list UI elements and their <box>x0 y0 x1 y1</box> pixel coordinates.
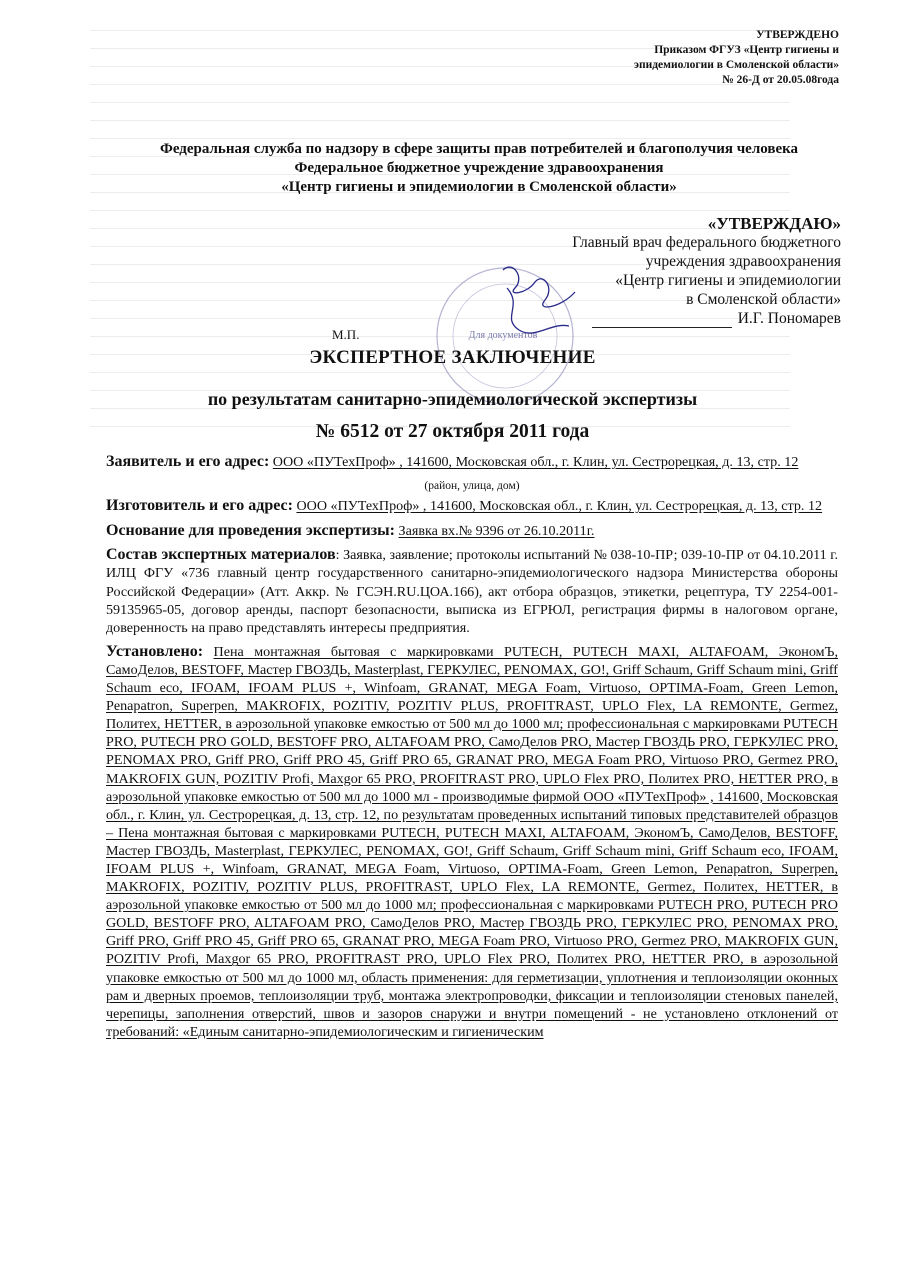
document-number: № 6512 от 27 октября 2011 года <box>315 421 590 442</box>
approved-line-2: эпидемиологии в Смоленской области» <box>634 59 839 71</box>
established-value: Пена монтажная бытовая с маркировками PUTECH, PUTECH MAXI, ALTAFOAM, ЭкономЪ, СамоДелов, BESTOFF, Мастер ГВОЗДЬ, Masterplast, ГЕРКУЛЕС, PENOMAX, GO!, Griff Schaum, Griff Schaum mini, Griff Schaum eco, IFOAM, IFOAM PLUS +, Winfoam, GRANAT, MEGA Foam, Virtuoso, OPTIMA-Foam, Green Lemon, Penapatron, Superpen, MAKROFIX, POZITIV, POZITIV PLUS, PROFITRAST, UPLO Flex, LA REMONTE, Germez, Политех, HETTER, в аэрозольной упаковке емкостью от 500 мл до 1000 мл; профессиональная с маркировками PUTECH PRO, PUTECH PRO GOLD, BESTOFF PRO, ALTAFOAM PRO, СамоДелов PRO, Мастер ГВОЗДЬ PRO, ГЕРКУЛЕС PRO, PENOMAX PRO, Griff PRO, Griff PRO 45, Griff PRO 65, GRANAT PRO, MEGA Foam PRO, Virtuoso PRO, Germez PRO, MAKROFIX GUN, POZITIV Profi, Maxgor 65 PRO, PROFITRAST PRO, UPLO Flex PRO, Политех PRO, HETTER PRO, в аэрозольной упаковке емкостью от 500 мл до 1000 мл - производимые фирмой ООО «ПУТехПроф» , 141600, Московская обл., г. Клин, ул. Сестрорецкая, д. 13, стр. 12, по результатам проведенных испытаний типовых представителей образцов – Пена монтажная бытовая с маркировками PUTECH, PUTECH MAXI, ALTAFOAM, ЭкономЪ, СамоДелов, BESTOFF, Мастер ГВОЗДЬ, Masterplast, ГЕРКУЛЕС, PENOMAX, GO!, Griff Schaum, Griff Schaum mini, Griff Schaum eco, IFOAM, IFOAM PLUS +, Winfoam, GRANAT, MEGA Foam, Virtuoso, OPTIMA-Foam, Green Lemon, Penapatron, Superpen, MAKROFIX, POZITIV, POZITIV PLUS, PROFITRAST, UPLO Flex, LA REMONTE, Germez, Политех, HETTER, в аэрозольной упаковке емкостью от 500 мл до 1000 мл; профессиональная с маркировками PUTECH PRO, PUTECH PRO GOLD, BESTOFF PRO, ALTAFOAM PRO, СамоДелов PRO, Мастер ГВОЗДЬ PRO, ГЕРКУЛЕС PRO, PENOMAX PRO, Griff PRO, Griff PRO 45, Griff PRO 65, GRANAT PRO, MEGA Foam PRO, Virtuoso PRO, Germez PRO, MAKROFIX GUN, POZITIV Profi, Maxgor 65 PRO, PROFITRAST PRO, UPLO Flex PRO, Политех PRO, HETTER PRO, в аэрозольной упаковке емкостью от 500 мл до 1000 мл, область применения: для герметизации, уплотнения и теплоизоляции оконных рам и дверных проемов, теплоизоляции труб, монтажа электропроводки, фиксации и теплоизоляции стеновых панелей, черепицы, заполнения отверстий, швов и зазоров снаружи и внутри помещений - не установлено отклонений от требований: «Единым санитарно-эпидемиологическим и гигиеническим <box>106 643 838 1040</box>
materials-value: : Заявка, заявление; протоколы испытаний № 038-10-ПР; 039-10-ПР от 04.10.2011 г. ИЛЦ ФГУ «736 главный центр государственного санитарно-эпидемиологического надзора Министерства обороны Российской Федерации» (Атт. Аккр. № ГСЭН.RU.ЦОА.166), акт отбора образцов, этикетки, рецептура, ТУ 2254-001-59135965-05, договор аренды, паспорт безопасности, выписка из ЕГРЮЛ, регистрация фирмы в налоговом органе, доверенность на право представлять интересы предприятия. <box>106 547 838 636</box>
basis-value: Заявка вх.№ 9396 от 26.10.2011г. <box>398 523 595 540</box>
org-line-1: Федеральная служба по надзору в сфере защиты прав потребителей и благополучия человека <box>159 141 799 157</box>
stamp-text: Для документов <box>468 330 538 341</box>
approve-heading: «УТВЕРЖДАЮ» <box>707 214 841 233</box>
approved-line-1: Приказом ФГУЗ «Центр гигиены и <box>654 44 839 56</box>
approved-title: УТВЕРЖДЕНО <box>756 29 839 41</box>
manufacturer-value: ООО «ПУТехПроф» , 141600, Московская обл., г. Клин, ул. Сестрорецкая, д. 13, стр. 12 <box>296 498 823 515</box>
established-label: Установлено: <box>106 642 204 660</box>
seal-place-mark: М.П. <box>332 327 360 342</box>
sign-line-4: в Смоленской области» <box>686 291 841 308</box>
approved-block <box>634 28 839 88</box>
signatory-row <box>572 309 841 328</box>
organization-header <box>100 140 858 197</box>
established-paragraph <box>106 643 838 1041</box>
applicant-paragraph <box>106 453 838 471</box>
manufacturer-label: Изготовитель и его адрес: <box>106 497 293 515</box>
sign-line-1: Главный врач федерального бюджетного <box>572 234 841 251</box>
applicant-value: ООО «ПУТехПроф» , 141600, Московская обл., г. Клин, ул. Сестрорецкая, д. 13, стр. 12 <box>272 454 799 470</box>
manufacturer-paragraph <box>106 497 838 515</box>
org-line-2: Федеральное бюджетное учреждение здравоохранения <box>294 160 664 176</box>
sign-line-2: учреждения здравоохранения <box>645 253 841 270</box>
org-line-3: «Центр гигиены и эпидемиологии в Смоленской области» <box>281 179 677 195</box>
document-body <box>106 453 838 1044</box>
approval-signature-block <box>572 214 841 328</box>
basis-label: Основание для проведения экспертизы: <box>106 522 395 540</box>
address-note: (район, улица, дом) <box>424 480 520 493</box>
basis-paragraph <box>106 522 838 540</box>
signatory-name: И.Г. Пономарев <box>737 310 841 327</box>
document-title: ЭКСПЕРТНОЕ ЗАКЛЮЧЕНИЕ <box>309 347 596 368</box>
sign-line-3: «Центр гигиены и эпидемиологии <box>615 272 841 289</box>
signature-line <box>592 314 732 328</box>
applicant-label: Заявитель и его адрес: <box>106 453 270 470</box>
approved-line-3: № 26-Д от 20.05.08года <box>722 74 839 86</box>
materials-label: Состав экспертных материалов <box>106 546 336 564</box>
document-subtitle: по результатам санитарно-эпидемиологической экспертизы <box>207 389 698 409</box>
materials-paragraph <box>106 546 838 636</box>
